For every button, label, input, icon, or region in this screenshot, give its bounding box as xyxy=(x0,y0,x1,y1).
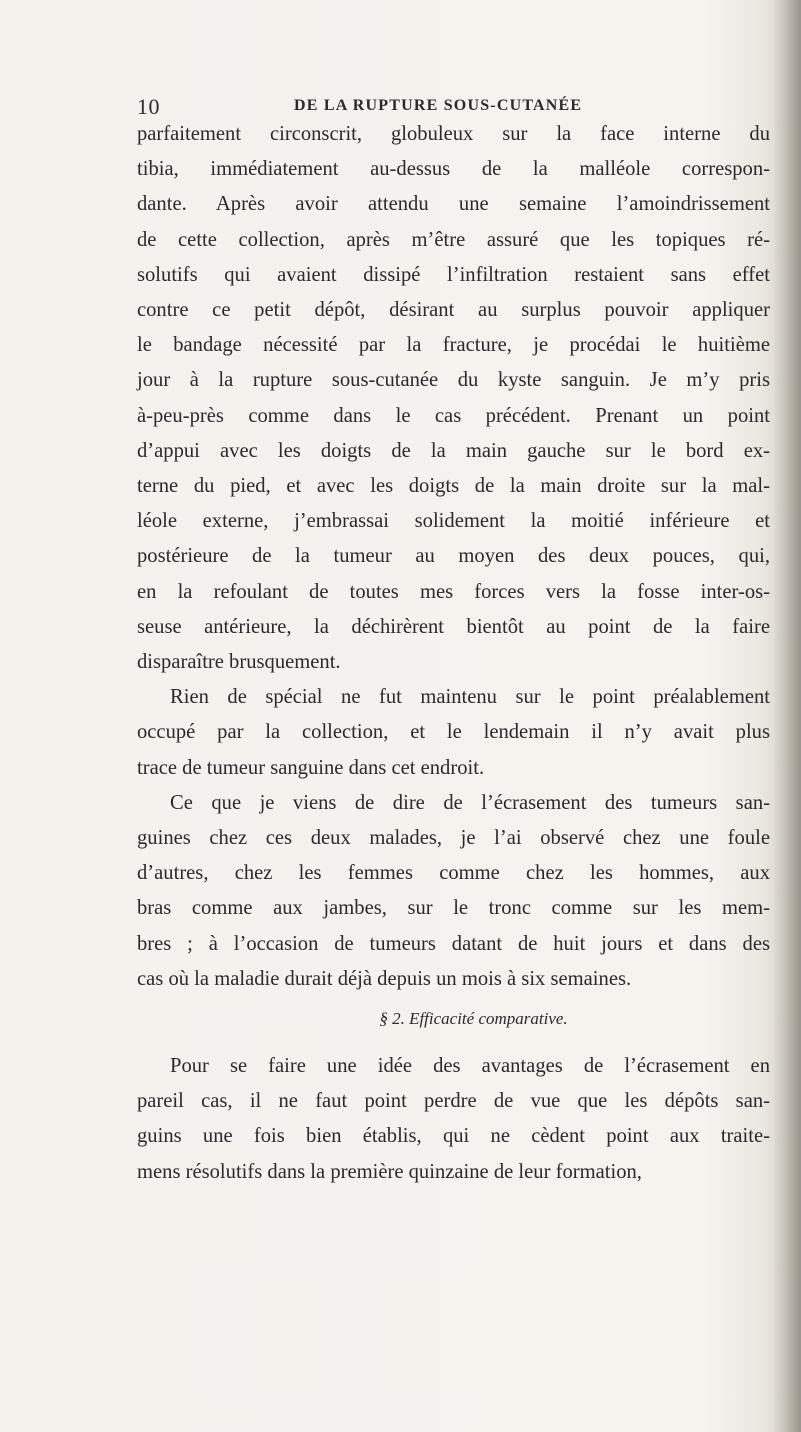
text-line: postérieure de la tumeur au moyen des deux pouces, qui, xyxy=(137,545,770,568)
text-line: à-peu-près comme dans le cas précédent. Prenant un point xyxy=(137,404,770,427)
text-line: tibia, immédiatement au-dessus de la malléole correspon- xyxy=(137,158,770,181)
section-heading: § 2. Efficacité comparative. xyxy=(379,1009,568,1029)
text-line: Rien de spécial ne fut maintenu sur le point préalablement xyxy=(170,686,770,709)
paragraph-3 xyxy=(137,786,770,997)
text-line: pareil cas, il ne faut point perdre de vue que les dépôts san- xyxy=(137,1090,770,1113)
text-line: guins une fois bien établis, qui ne cèdent point aux traite- xyxy=(137,1125,770,1148)
text-line: contre ce petit dépôt, désirant au surplus pouvoir appliquer xyxy=(137,299,770,322)
text-line: d’appui avec les doigts de la main gauche sur le bord ex- xyxy=(137,439,770,462)
paragraph-2 xyxy=(137,680,770,786)
text-line: solutifs qui avaient dissipé l’infiltration restaient sans effet xyxy=(137,263,770,286)
paragraph-4 xyxy=(137,1049,770,1190)
page-edge-shadow xyxy=(773,0,801,1432)
text-line: léole externe, j’embrassai solidement la moitié inférieure et xyxy=(137,510,770,533)
text-line: en la refoulant de toutes mes forces vers la fosse inter-os- xyxy=(137,580,770,603)
text-line: le bandage nécessité par la fracture, je procédai le huitième xyxy=(137,334,770,357)
text-line: bres ; à l’occasion de tumeurs datant de huit jours et dans des xyxy=(137,932,770,955)
text-line: cas où la maladie durait déjà depuis un mois à six semaines. xyxy=(137,967,632,990)
text-line: Ce que je viens de dire de l’écrasement des tumeurs san- xyxy=(170,791,770,814)
text-line: d’autres, chez les femmes comme chez les hommes, aux xyxy=(137,862,770,885)
page-number: 10 xyxy=(137,94,160,119)
text-line: dante. Après avoir attendu une semaine l’amoindrissement xyxy=(137,193,770,216)
text-line: disparaître brusquement. xyxy=(137,651,341,674)
text-line: mens résolutifs dans la première quinzaine de leur formation, xyxy=(137,1160,642,1183)
text-line: guines chez ces deux malades, je l’ai observé chez une foule xyxy=(137,827,770,850)
text-line: parfaitement circonscrit, globuleux sur la face interne du xyxy=(137,123,770,145)
text-line: trace de tumeur sanguine dans cet endroit. xyxy=(137,756,485,779)
text-line: de cette collection, après m’être assuré que les topiques ré- xyxy=(137,228,770,251)
text-line: terne du pied, et avec les doigts de la main droite sur la mal- xyxy=(137,475,770,498)
text-line: Pour se faire une idée des avantages de l’écrasement en xyxy=(170,1055,770,1078)
body-text xyxy=(137,117,770,1190)
text-line: seuse antérieure, la déchirèrent bientôt au point de la faire xyxy=(137,615,770,638)
text-line: occupé par la collection, et le lendemain il n’y avait plus xyxy=(137,721,770,744)
paragraph-1 xyxy=(137,117,770,680)
text-line: bras comme aux jambes, sur le tronc comme sur les mem- xyxy=(137,897,770,920)
running-title: DE LA RUPTURE SOUS-CUTANÉE xyxy=(294,97,583,114)
text-line: jour à la rupture sous-cutanée du kyste sanguin. Je m’y pris xyxy=(137,369,770,392)
